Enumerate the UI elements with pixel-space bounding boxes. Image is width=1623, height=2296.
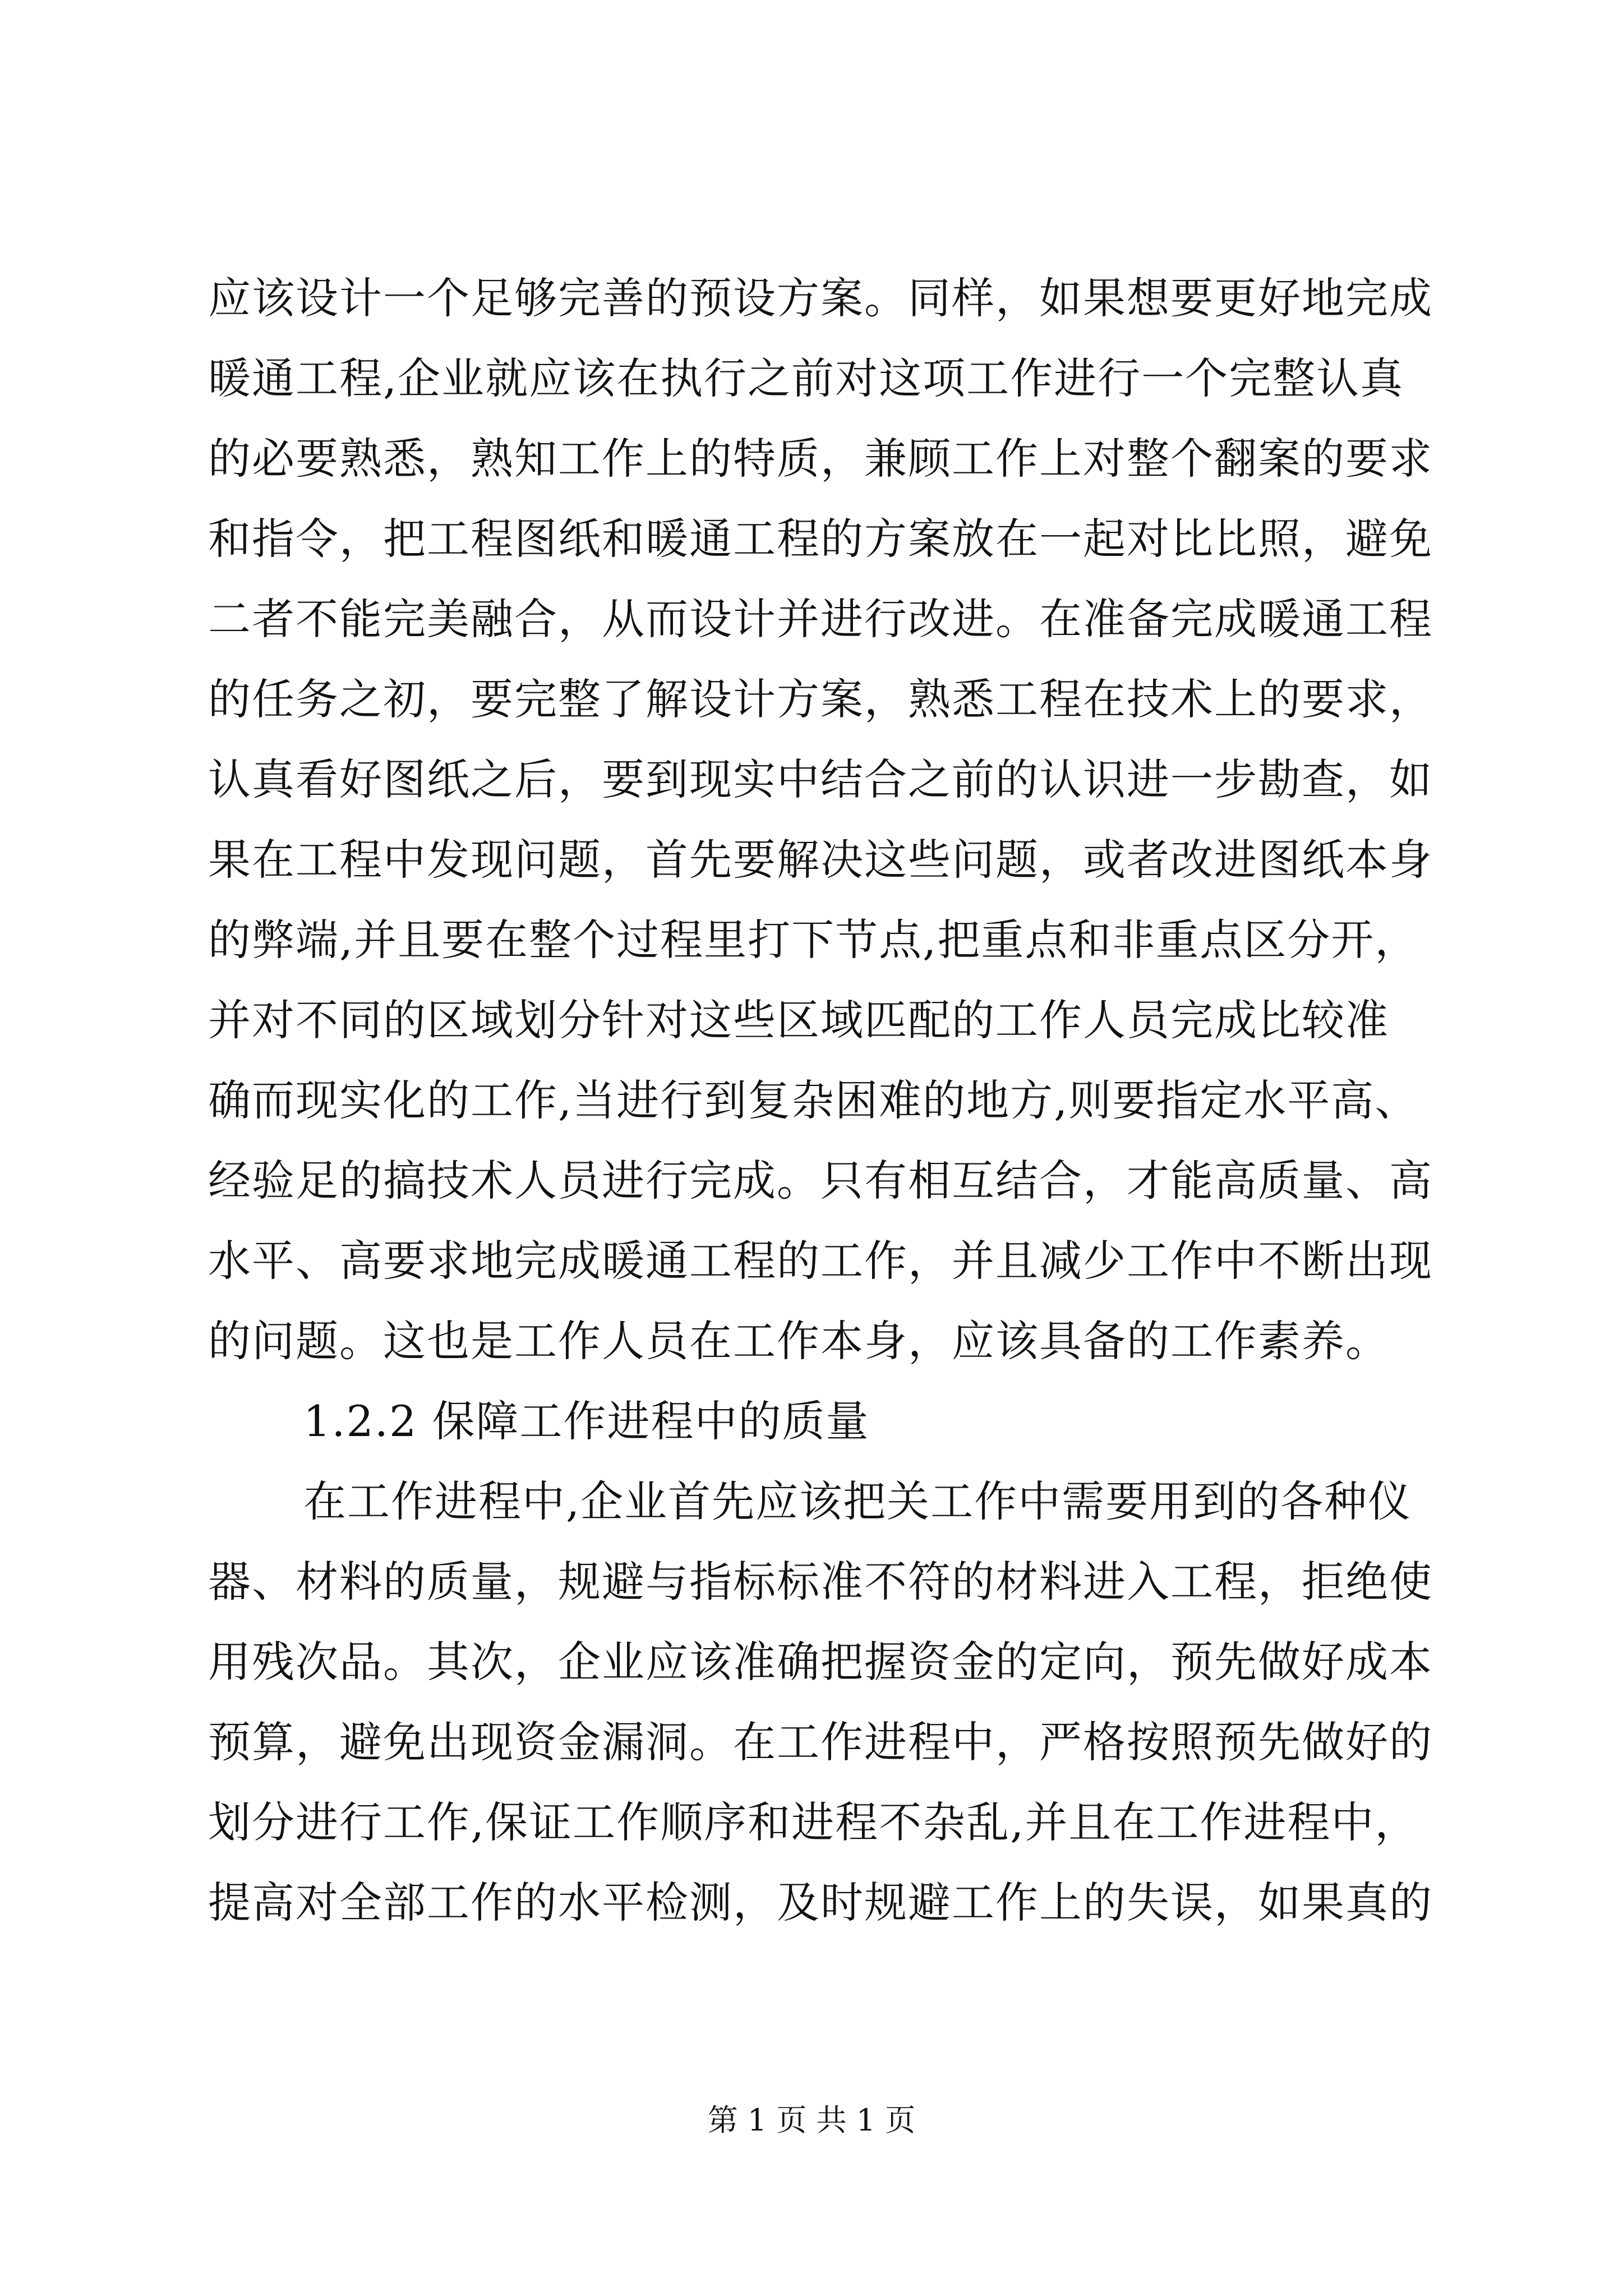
text-line: 和指令，把工程图纸和暖通工程的方案放在一起对比比照，避免 xyxy=(208,514,1433,564)
text-line: 的弊端,并且要在整个过程里打下节点,把重点和非重点区分开， xyxy=(208,915,1419,965)
page-footer xyxy=(0,2098,1623,2143)
page-number-label: 第 1 页 共 1 页 xyxy=(707,2102,916,2138)
text-line: 应该设计一个足够完善的预设方案。同样，如果想要更好地完成 xyxy=(208,273,1433,323)
text-line: 的任务之初，要完整了解设计方案，熟悉工程在技术上的要求， xyxy=(208,674,1433,724)
paragraph-first-line: 在工作进程中,企业首先应该把关工作中需要用到的各种仪 xyxy=(303,1476,1412,1526)
text-line: 水平、高要求地完成暖通工程的工作，并且减少工作中不断出现 xyxy=(208,1236,1433,1286)
text-line: 的问题。这也是工作人员在工作本身，应该具备的工作素养。 xyxy=(208,1316,1389,1366)
text-line: 用残次品。其次，企业应该准确把握资金的定向，预先做好成本 xyxy=(208,1637,1433,1687)
text-line: 认真看好图纸之后，要到现实中结合之前的认识进一步勘查，如 xyxy=(208,754,1433,804)
body-text xyxy=(208,258,1433,1943)
text-line: 提高对全部工作的水平检测，及时规避工作上的失误，如果真的 xyxy=(208,1878,1433,1927)
text-line: 预算，避免出现资金漏洞。在工作进程中，严格按照预先做好的 xyxy=(208,1717,1433,1767)
text-line: 二者不能完美融合，从而设计并进行改进。在准备完成暖通工程 xyxy=(208,594,1433,644)
text-line: 的必要熟悉，熟知工作上的特质，兼顾工作上对整个翻案的要求 xyxy=(208,434,1433,484)
text-line: 并对不同的区域划分针对这些区域匹配的工作人员完成比较准 xyxy=(208,995,1389,1045)
text-line: 暖通工程,企业就应该在执行之前对这项工作进行一个完整认真 xyxy=(208,353,1404,403)
text-line: 器、材料的质量，规避与指标标准不符的材料进入工程，拒绝使 xyxy=(208,1557,1433,1607)
text-line: 划分进行工作,保证工作顺序和进程不杂乱,并且在工作进程中， xyxy=(208,1797,1419,1847)
section-heading: 1.2.2 保障工作进程中的质量 xyxy=(303,1396,870,1446)
text-line: 确而现实化的工作,当进行到复杂困难的地方,则要指定水平高、 xyxy=(208,1075,1419,1125)
text-line: 果在工程中发现问题，首先要解决这些问题，或者改进图纸本身 xyxy=(208,835,1433,885)
text-line: 经验足的搞技术人员进行完成。只有相互结合，才能高质量、高 xyxy=(208,1156,1433,1205)
